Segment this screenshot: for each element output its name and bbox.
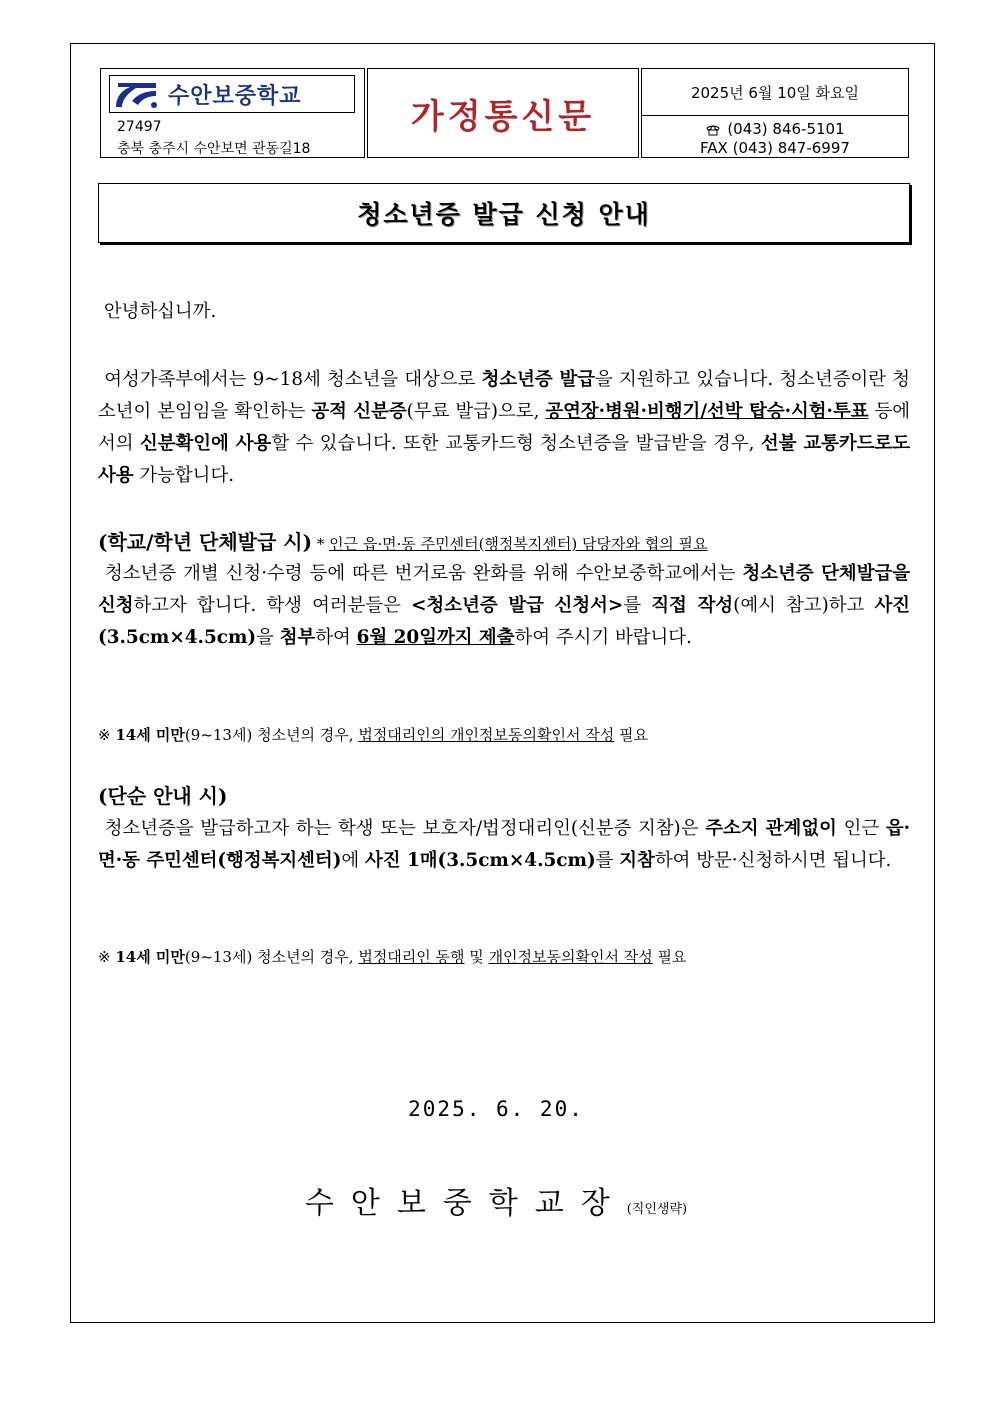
notice-title-box <box>98 183 910 243</box>
greeting: 안녕하십니까. <box>103 301 217 322</box>
group-issue-heading-line: (학교/학년 단체발급 시) * 인근 읍·면·동 주민센터(행정복지센터) 담당자와 협의 필요 <box>98 530 708 554</box>
telephone-icon <box>705 124 721 136</box>
notice-title: 청소년증 발급 신청 안내 <box>357 200 651 229</box>
postal-code: 27497 <box>117 119 162 135</box>
group-issue-heading-note: 인근 읍·면·동 주민센터(행정복지센터) 담당자와 협의 필요 <box>329 535 708 553</box>
issue-date: 2025년 6월 10일 화요일 <box>642 69 908 116</box>
group-issue-note: ※ 14세 미만(9~13세) 청소년의 경우, 법정대리인의 개인정보동의확인서 작성 필요 <box>98 726 648 744</box>
school-logo <box>109 75 355 113</box>
simple-guide-heading: (단순 안내 시) <box>98 784 228 808</box>
newsletter-title: 가정통신문 <box>410 96 596 137</box>
school-address: 충북 충주시 수안보면 관동길18 <box>117 141 311 157</box>
school-name: 수안보중학교 <box>168 83 302 109</box>
school-emblem-icon <box>112 77 162 111</box>
signature-line <box>0 1178 992 1222</box>
fax-number: FAX (043) 847-6997 <box>700 139 850 157</box>
intro-paragraph: 여성가족부에서는 9~18세 청소년을 대상으로 청소년증 발급을 지원하고 있습니다. 청소년증이란 청소년이 본임임을 확인하는 공적 신분증(무료 발급)으로, 공연장·병원·비행기/선박 탑승·시험·투표 등에서의 신분확인에 사용할 수 있습니다. 또한 교통카드형 청소년증을 발급받을 경우, 선불 교통카드로도 사용 가능합니다. <box>98 369 910 486</box>
simple-guide-heading-line <box>98 780 910 814</box>
group-issue-paragraph: 청소년증 개별 신청·수령 등에 따른 번거로움 완화를 위해 수안보중학교에서는 청소년증 단체발급을 신청하고자 합니다. 학생 여러분들은 <청소년증 발급 신청서>를 직접 작성(예시 참고)하고 사진(3.5cm×4.5cm)을 첨부하여 6월 20일까지 제출하여 주시기 바랍니다. <box>98 563 911 648</box>
phone-number: (043) 846-5101 <box>727 120 845 138</box>
seal-omitted-note: (직인생략) <box>626 1202 688 1217</box>
simple-guide-note: ※ 14세 미만(9~13세) 청소년의 경우, 법정대리인 동행 및 개인정보동의확인서 작성 필요 <box>98 948 687 966</box>
school-info-box <box>100 68 365 158</box>
principal-signature: 수안보중학교장 <box>304 1186 627 1221</box>
group-issue-heading: (학교/학년 단체발급 시) <box>98 530 313 554</box>
date-contact-box <box>641 68 909 158</box>
newsletter-title-box <box>367 68 639 158</box>
simple-guide-paragraph: 청소년증을 발급하고자 하는 학생 또는 보호자/법정대리인(신분증 지참)은 주소지 관계없이 인근 읍·면·동 주민센터(행정복지센터)에 사진 1매(3.5cm×4.5cm)를 지참하여 방문·신청하시면 됩니다. <box>98 818 910 871</box>
closing-date: 2025. 6. 20. <box>408 1097 584 1121</box>
phone-line <box>642 120 908 139</box>
